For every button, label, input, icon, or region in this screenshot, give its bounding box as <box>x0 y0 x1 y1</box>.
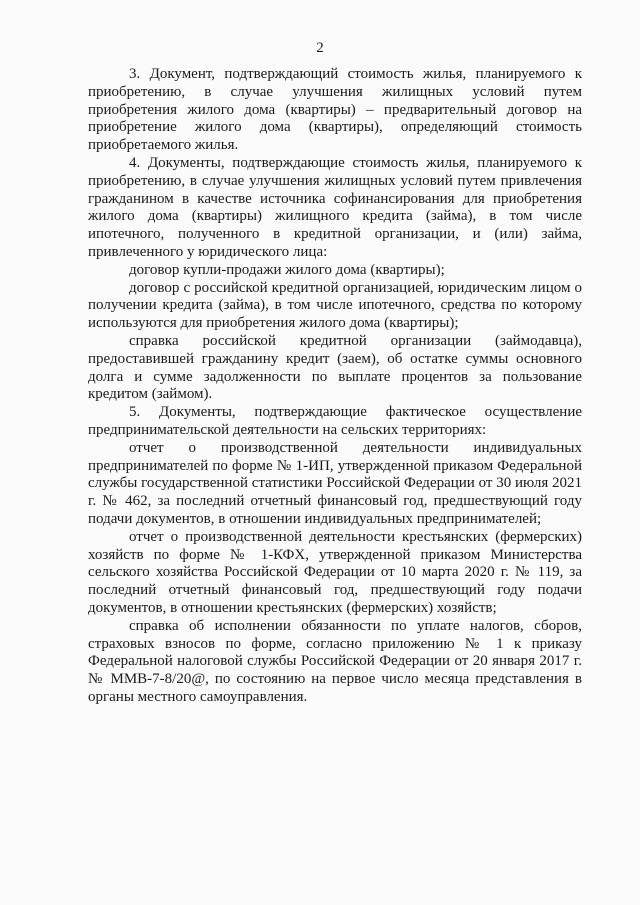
paragraph-item-5-business-activity-documents: 5. Документы, подтверждающие фактическое осуществление предпринимательской деятельности на сельских территориях: <box>88 404 582 438</box>
paragraph-credit-agreement: договор с российской кредитной организацией, юридическим лицом о получении кредита (займа), в том числе ипотечного, средства по которому используются для приобретения жилого дома (квартиры); <box>88 279 582 332</box>
paragraph-item-3-housing-cost-document: 3. Документ, подтверждающий стоимость жилья, планируемого к приобретению, в случае улучшения жилищных условий путем приобретения жилого дома (квартиры) – предварительный договор на приобретение жилого дома (квартиры), определяющий стоимость приобретаемого жилья. <box>88 66 582 154</box>
paragraph-form-1-kfh-report: отчет о производственной деятельности крестьянских (фермерских) хозяйств по форме № 1-КФХ, утвержденной приказом Министерства сельского хозяйства Российской Федерации от 10 марта 2020 г. № 119, за последний отчетный финансовый год, предшествующий году подачи документов, в отношении крестьянских (фермерских) хозяйств; <box>88 528 582 616</box>
paragraph-form-1-ip-report: отчет о производственной деятельности индивидуальных предпринимателей по форме № 1-ИП, утвержденной приказом Федеральной службы государственной статистики Российской Федерации от 30 июля 2021 г. № 462, за последний отчетный финансовый год, предшествующий году подачи документов, в отношении индивидуальных предпринимателей; <box>88 439 582 527</box>
paragraph-sale-contract: договор купли-продажи жилого дома (квартиры); <box>129 261 445 278</box>
paragraph-tax-obligations-certificate: справка об исполнении обязанности по уплате налогов, сборов, страховых взносов по форме, согласно приложению № 1 к приказу Федеральной налоговой службы Российской Федерации от 20 января 2017 г. № ММВ-7-8/20@, по состоянию на первое число месяца представления в органы местного самоуправления. <box>88 617 582 705</box>
paragraph-item-4-housing-cost-documents-credit: 4. Документы, подтверждающие стоимость жилья, планируемого к приобретению, в случае улучшения жилищных условий путем привлечения гражданином в качестве источника софинансирования для приобретения жилого дома (квартиры) жилищного кредита (займа), в том числе ипотечного, полученного в кредитной организации, и (или) займа, привлеченного у юридического лица: <box>88 154 582 260</box>
page-number: 2 <box>316 40 324 56</box>
document-body <box>88 66 582 707</box>
paragraph-debt-balance-certificate: справка российской кредитной организации (займодавца), предоставившей гражданину кредит (заем), об остатке суммы основного долга и сумме задолженности по выплате процентов за пользование кредитом (займом). <box>88 332 582 403</box>
